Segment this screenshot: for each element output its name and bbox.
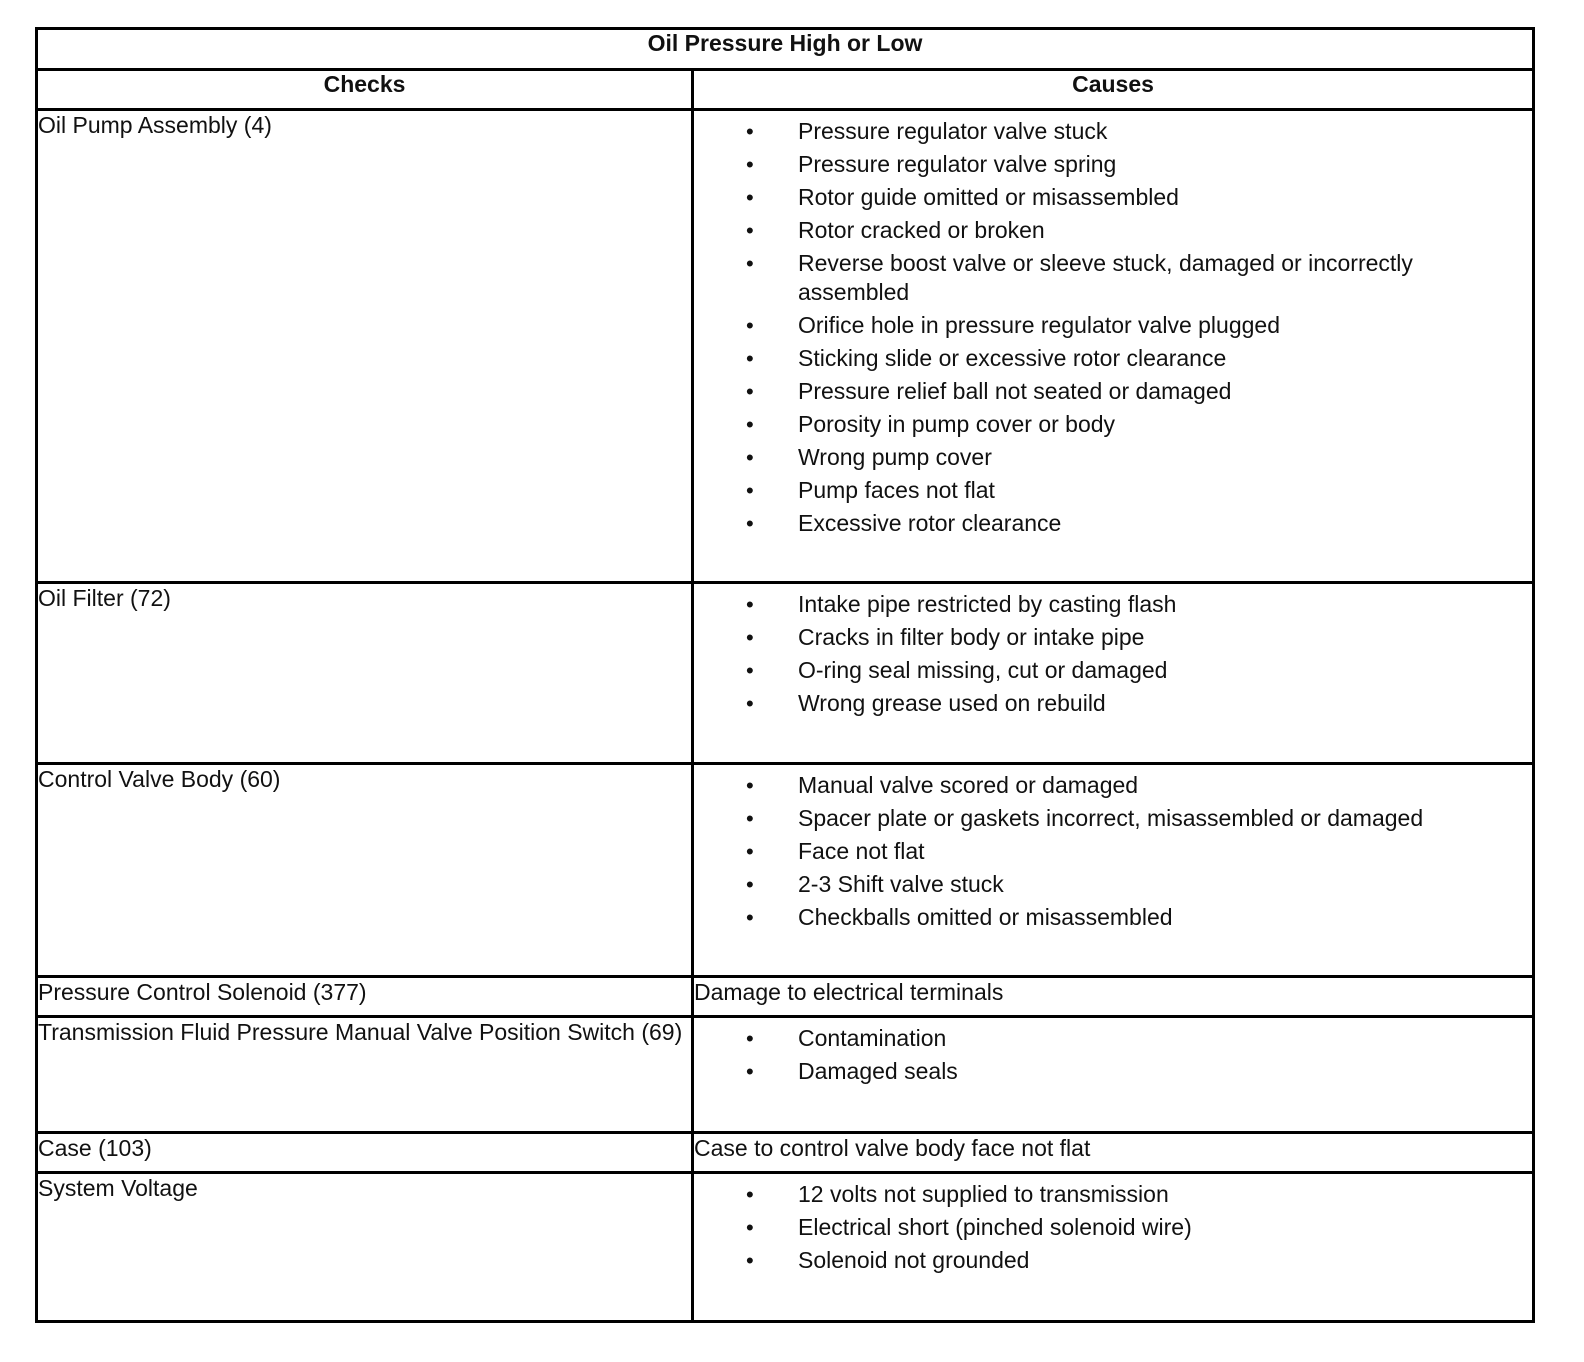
cause-item — [694, 476, 1532, 505]
cause-item — [694, 656, 1532, 685]
cause-item — [694, 311, 1532, 340]
bullet-icon: • — [746, 251, 754, 276]
causes-list — [694, 117, 1532, 538]
cause-text: Pressure regulator valve spring — [798, 151, 1117, 177]
cause-text: Orifice hole in pressure regulator valve plugged — [798, 312, 1280, 338]
cause-item — [694, 1057, 1532, 1086]
cause-text: Pressure relief ball not seated or damaged — [798, 378, 1232, 404]
cause-item — [694, 837, 1532, 866]
cause-text: 12 volts not supplied to transmission — [798, 1181, 1169, 1207]
bullet-icon: • — [746, 313, 754, 338]
cause-item — [694, 623, 1532, 652]
check-cell: System Voltage — [37, 1173, 693, 1322]
cause-text: Rotor guide omitted or misassembled — [798, 184, 1179, 210]
bullet-icon: • — [746, 1182, 754, 1207]
bullet-icon: • — [746, 839, 754, 864]
cause-item — [694, 249, 1532, 307]
bullet-icon: • — [746, 152, 754, 177]
bullet-icon: • — [746, 658, 754, 683]
cause-text: Spacer plate or gaskets incorrect, misassembled or damaged — [798, 805, 1424, 831]
cause-item — [694, 344, 1532, 373]
table-row — [37, 583, 1534, 764]
bullet-icon: • — [746, 1059, 754, 1084]
cause-text: Porosity in pump cover or body — [798, 411, 1116, 437]
table-row — [37, 977, 1534, 1017]
causes-list — [694, 771, 1532, 932]
diagnostic-table — [35, 27, 1535, 1323]
cause-item — [694, 1246, 1532, 1275]
cause-text-cell: Damage to electrical terminals — [693, 977, 1534, 1017]
check-cell: Pressure Control Solenoid (377) — [37, 977, 693, 1017]
cause-text: Face not flat — [798, 838, 925, 864]
checks-column-header: Checks — [37, 70, 693, 110]
bullet-icon: • — [746, 511, 754, 536]
cause-text: Rotor cracked or broken — [798, 217, 1045, 243]
causes-cell — [693, 1017, 1534, 1133]
bullet-icon: • — [746, 773, 754, 798]
table-row — [37, 1173, 1534, 1322]
cause-text: Pressure regulator valve stuck — [798, 118, 1108, 144]
check-cell: Control Valve Body (60) — [37, 764, 693, 977]
table-title: Oil Pressure High or Low — [37, 29, 1534, 70]
cause-item — [694, 1213, 1532, 1242]
cause-item — [694, 410, 1532, 439]
bullet-icon: • — [746, 691, 754, 716]
cause-text: Solenoid not grounded — [798, 1247, 1030, 1273]
cause-item — [694, 804, 1532, 833]
causes-cell — [693, 1173, 1534, 1322]
bullet-icon: • — [746, 445, 754, 470]
bullet-icon: • — [746, 185, 754, 210]
cause-item — [694, 771, 1532, 800]
bullet-icon: • — [746, 872, 754, 897]
cause-text: Damaged seals — [798, 1058, 958, 1084]
causes-cell — [693, 764, 1534, 977]
cause-text: Manual valve scored or damaged — [798, 772, 1139, 798]
cause-text: Cracks in filter body or intake pipe — [798, 624, 1145, 650]
cause-item — [694, 150, 1532, 179]
check-cell: Case (103) — [37, 1133, 693, 1173]
cause-text: Reverse boost valve or sleeve stuck, damaged or incorrectly assembled — [798, 250, 1413, 305]
cause-text: Wrong grease used on rebuild — [798, 690, 1106, 716]
cause-text: Intake pipe restricted by casting flash — [798, 591, 1177, 617]
causes-cell — [693, 110, 1534, 583]
check-cell: Transmission Fluid Pressure Manual Valve Position Switch (69) — [37, 1017, 693, 1133]
cause-item — [694, 377, 1532, 406]
table-row — [37, 110, 1534, 583]
cause-text: Excessive rotor clearance — [798, 510, 1062, 536]
cause-item — [694, 443, 1532, 472]
cause-text: O-ring seal missing, cut or damaged — [798, 657, 1168, 683]
cause-item — [694, 117, 1532, 146]
cause-text-cell: Case to control valve body face not flat — [693, 1133, 1534, 1173]
bullet-icon: • — [746, 1026, 754, 1051]
cause-item — [694, 183, 1532, 212]
cause-item — [694, 870, 1532, 899]
bullet-icon: • — [746, 592, 754, 617]
cause-text: Checkballs omitted or misassembled — [798, 904, 1173, 930]
causes-column-header: Causes — [693, 70, 1534, 110]
bullet-icon: • — [746, 806, 754, 831]
cause-text: Wrong pump cover — [798, 444, 992, 470]
bullet-icon: • — [746, 412, 754, 437]
causes-cell — [693, 583, 1534, 764]
cause-item — [694, 1024, 1532, 1053]
cause-item — [694, 903, 1532, 932]
cause-item — [694, 689, 1532, 718]
bullet-icon: • — [746, 905, 754, 930]
cause-text: Contamination — [798, 1025, 947, 1051]
check-cell: Oil Pump Assembly (4) — [37, 110, 693, 583]
bullet-icon: • — [746, 625, 754, 650]
cause-text: Electrical short (pinched solenoid wire) — [798, 1214, 1192, 1240]
table-row — [37, 1017, 1534, 1133]
table-row — [37, 1133, 1534, 1173]
cause-item — [694, 1180, 1532, 1209]
cause-text: 2-3 Shift valve stuck — [798, 871, 1004, 897]
bullet-icon: • — [746, 1215, 754, 1240]
bullet-icon: • — [746, 346, 754, 371]
bullet-icon: • — [746, 218, 754, 243]
check-cell: Oil Filter (72) — [37, 583, 693, 764]
bullet-icon: • — [746, 379, 754, 404]
causes-list — [694, 590, 1532, 718]
cause-item — [694, 590, 1532, 619]
cause-text: Pump faces not flat — [798, 477, 995, 503]
table-row — [37, 764, 1534, 977]
cause-item — [694, 509, 1532, 538]
causes-list — [694, 1024, 1532, 1086]
bullet-icon: • — [746, 478, 754, 503]
cause-text: Sticking slide or excessive rotor clearance — [798, 345, 1227, 371]
causes-list — [694, 1180, 1532, 1275]
bullet-icon: • — [746, 119, 754, 144]
cause-item — [694, 216, 1532, 245]
bullet-icon: • — [746, 1248, 754, 1273]
